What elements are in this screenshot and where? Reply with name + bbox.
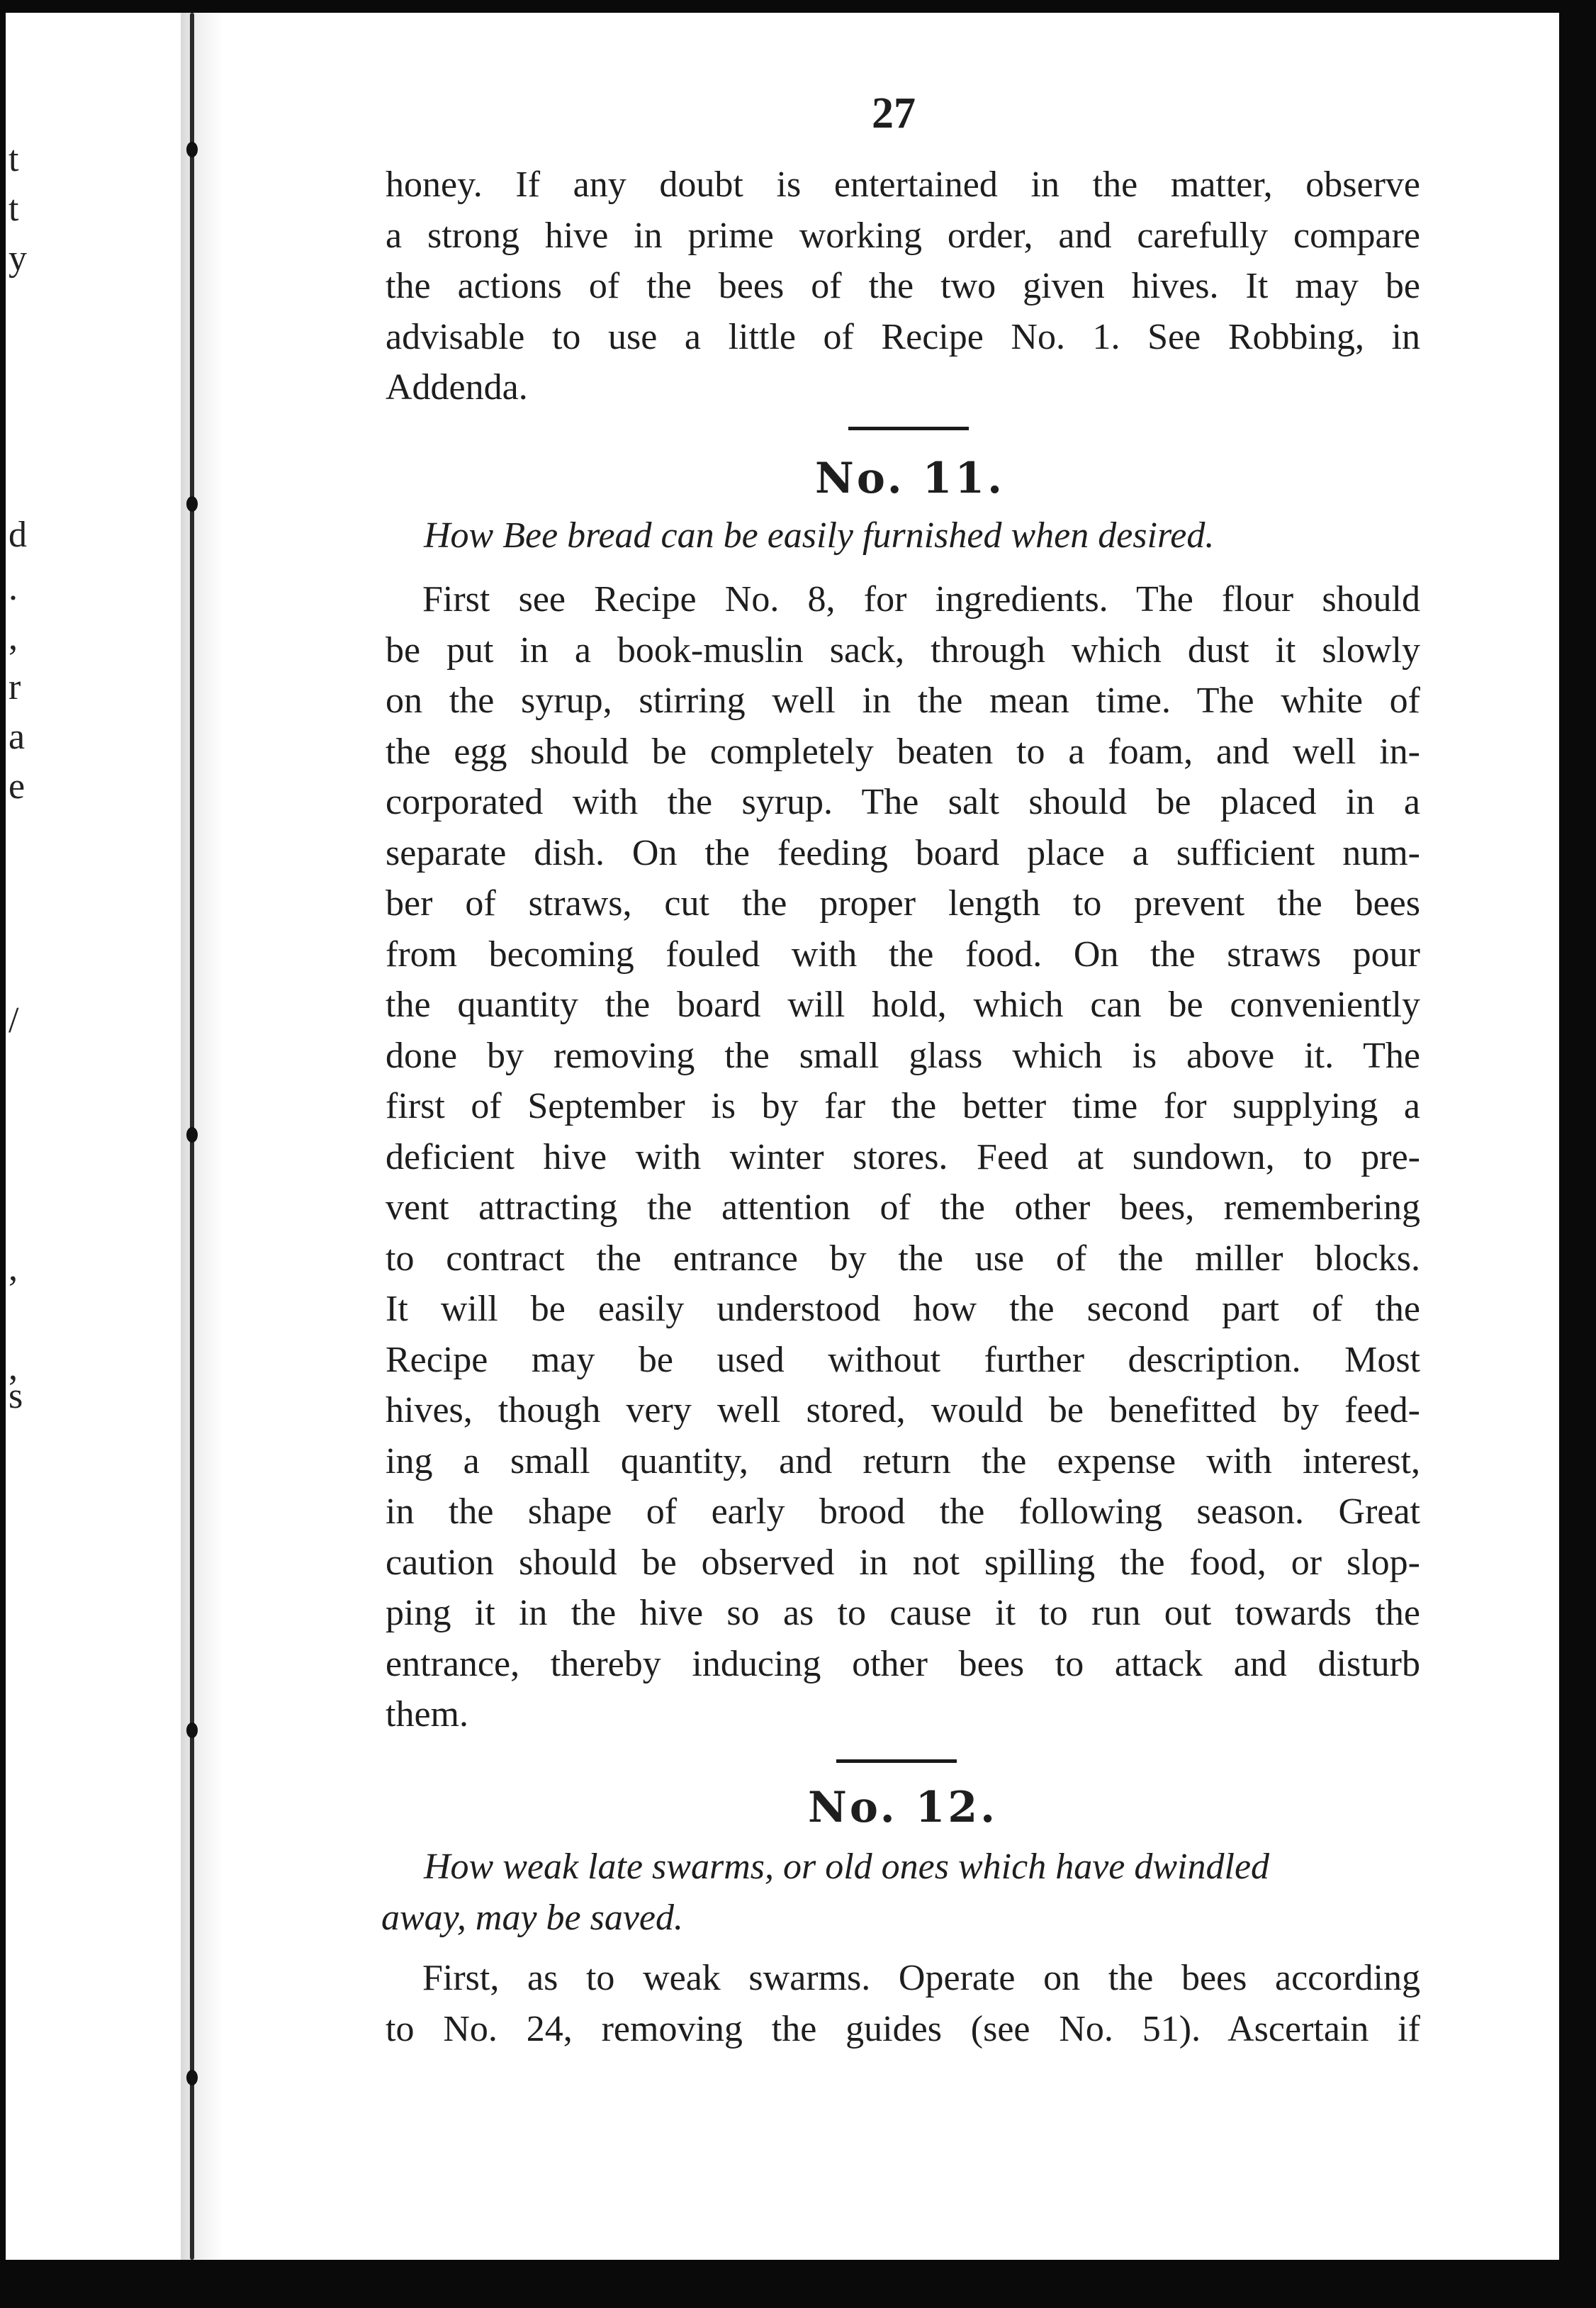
binding-stitch: [186, 142, 198, 157]
prev-page-fragment: ,: [9, 1248, 18, 1289]
prev-page-fragment: /: [9, 1000, 19, 1041]
prev-page-fragment: ,: [9, 1348, 18, 1388]
prev-page-fragment: .: [9, 568, 18, 608]
text-line: hives, though very well stored, would be benefitted by feed-: [386, 1390, 1420, 1430]
page-number: 27: [872, 89, 916, 138]
prev-page-fragment: t: [9, 139, 19, 179]
section-divider-rule: [836, 1759, 957, 1763]
section-heading-11: No. 11.: [815, 454, 1005, 503]
text-line: the egg should be completely beaten to a foam, and well in-: [386, 731, 1420, 772]
text-line: It will be easily understood how the second part of the: [386, 1289, 1420, 1329]
prev-page-fragment: a: [9, 717, 26, 757]
scan-border-left: [0, 0, 6, 2308]
text-line: ing a small quantity, and return the expense with interest,: [386, 1440, 1420, 1481]
scan-border-bottom: [0, 2260, 1596, 2308]
prev-page-fragment: s: [9, 1376, 23, 1416]
prev-page-fragment: t: [9, 189, 19, 229]
text-line: in the shape of early brood the following season. Great: [386, 1491, 1420, 1532]
scan-border-right: [1559, 0, 1596, 2308]
text-line: honey. If any doubt is entertained in the matter, observe: [386, 164, 1420, 205]
section-divider-rule: [848, 427, 969, 430]
text-line: to contract the entrance by the use of the miller blocks.: [386, 1238, 1420, 1279]
binding-stitch: [186, 1722, 198, 1738]
prev-page-fragment: r: [9, 667, 21, 707]
text-line: to No. 24, removing the guides (see No. 51). Ascertain if: [386, 2008, 1420, 2049]
text-line: entrance, thereby inducing other bees to attack and disturb: [386, 1643, 1420, 1684]
text-line: corporated with the syrup. The salt should be placed in a: [386, 782, 1420, 822]
section-12-body: [386, 1953, 1420, 2054]
text-line: Addenda.: [386, 367, 528, 408]
section-subtitle-11: How Bee bread can be easily furnished when desired.: [424, 515, 1215, 556]
section-heading-12: No. 12.: [808, 1783, 998, 1832]
text-line: deficient hive with winter stores. Feed at sundown, to pre-: [386, 1136, 1420, 1177]
text-line: the quantity the board will hold, which can be conveniently: [386, 985, 1420, 1025]
subtitle-line: away, may be saved.: [381, 1897, 684, 1938]
section-subtitle-12: [381, 1842, 1416, 1943]
text-line: Recipe may be used without further description. Most: [386, 1339, 1420, 1380]
text-line: First see Recipe No. 8, for ingredients. The flour should: [422, 579, 1420, 620]
text-line: be put in a book-muslin sack, through which dust it slowly: [386, 629, 1420, 671]
continued-paragraph: [386, 159, 1420, 413]
text-line: first of September is by far the better time for supplying a: [386, 1086, 1420, 1126]
scan-border-top: [0, 0, 1596, 13]
text-line: ber of straws, cut the proper length to prevent the bees: [386, 883, 1420, 924]
text-line: caution should be observed in not spilling the food, or slop-: [386, 1542, 1420, 1583]
section-11-body: [386, 574, 1420, 1740]
text-line: them.: [386, 1694, 468, 1735]
text-line: First, as to weak swarms. Operate on the bees according: [422, 1958, 1420, 1998]
binding-stitch: [186, 496, 198, 512]
text-line: separate dish. On the feeding board place a sufficient num-: [386, 832, 1420, 873]
prev-page-fragment: d: [9, 515, 27, 555]
text-line: from becoming fouled with the food. On the straws pour: [386, 934, 1420, 975]
text-line: a strong hive in prime working order, and carefully compare: [386, 215, 1420, 256]
prev-page-fragment: y: [9, 238, 27, 279]
text-line: advisable to use a little of Recipe No. 1. See Robbing, in: [386, 316, 1420, 357]
prev-page-fragment: e: [9, 766, 26, 807]
text-line: vent attracting the attention of the other bees, remembering: [386, 1187, 1420, 1228]
text-line: done by removing the small glass which is above it. The: [386, 1035, 1420, 1076]
binding-stitch: [186, 1127, 198, 1143]
binding-stitch: [186, 2070, 198, 2085]
subtitle-line: How weak late swarms, or old ones which have dwindled: [424, 1847, 1270, 1887]
text-line: the actions of the bees of the two given hives. It may be: [386, 266, 1420, 306]
prev-page-fragment: ,: [9, 617, 18, 658]
text-line: on the syrup, stirring well in the mean time. The white of: [386, 680, 1420, 721]
text-line: ping it in the hive so as to cause it to run out towards the: [386, 1593, 1420, 1633]
